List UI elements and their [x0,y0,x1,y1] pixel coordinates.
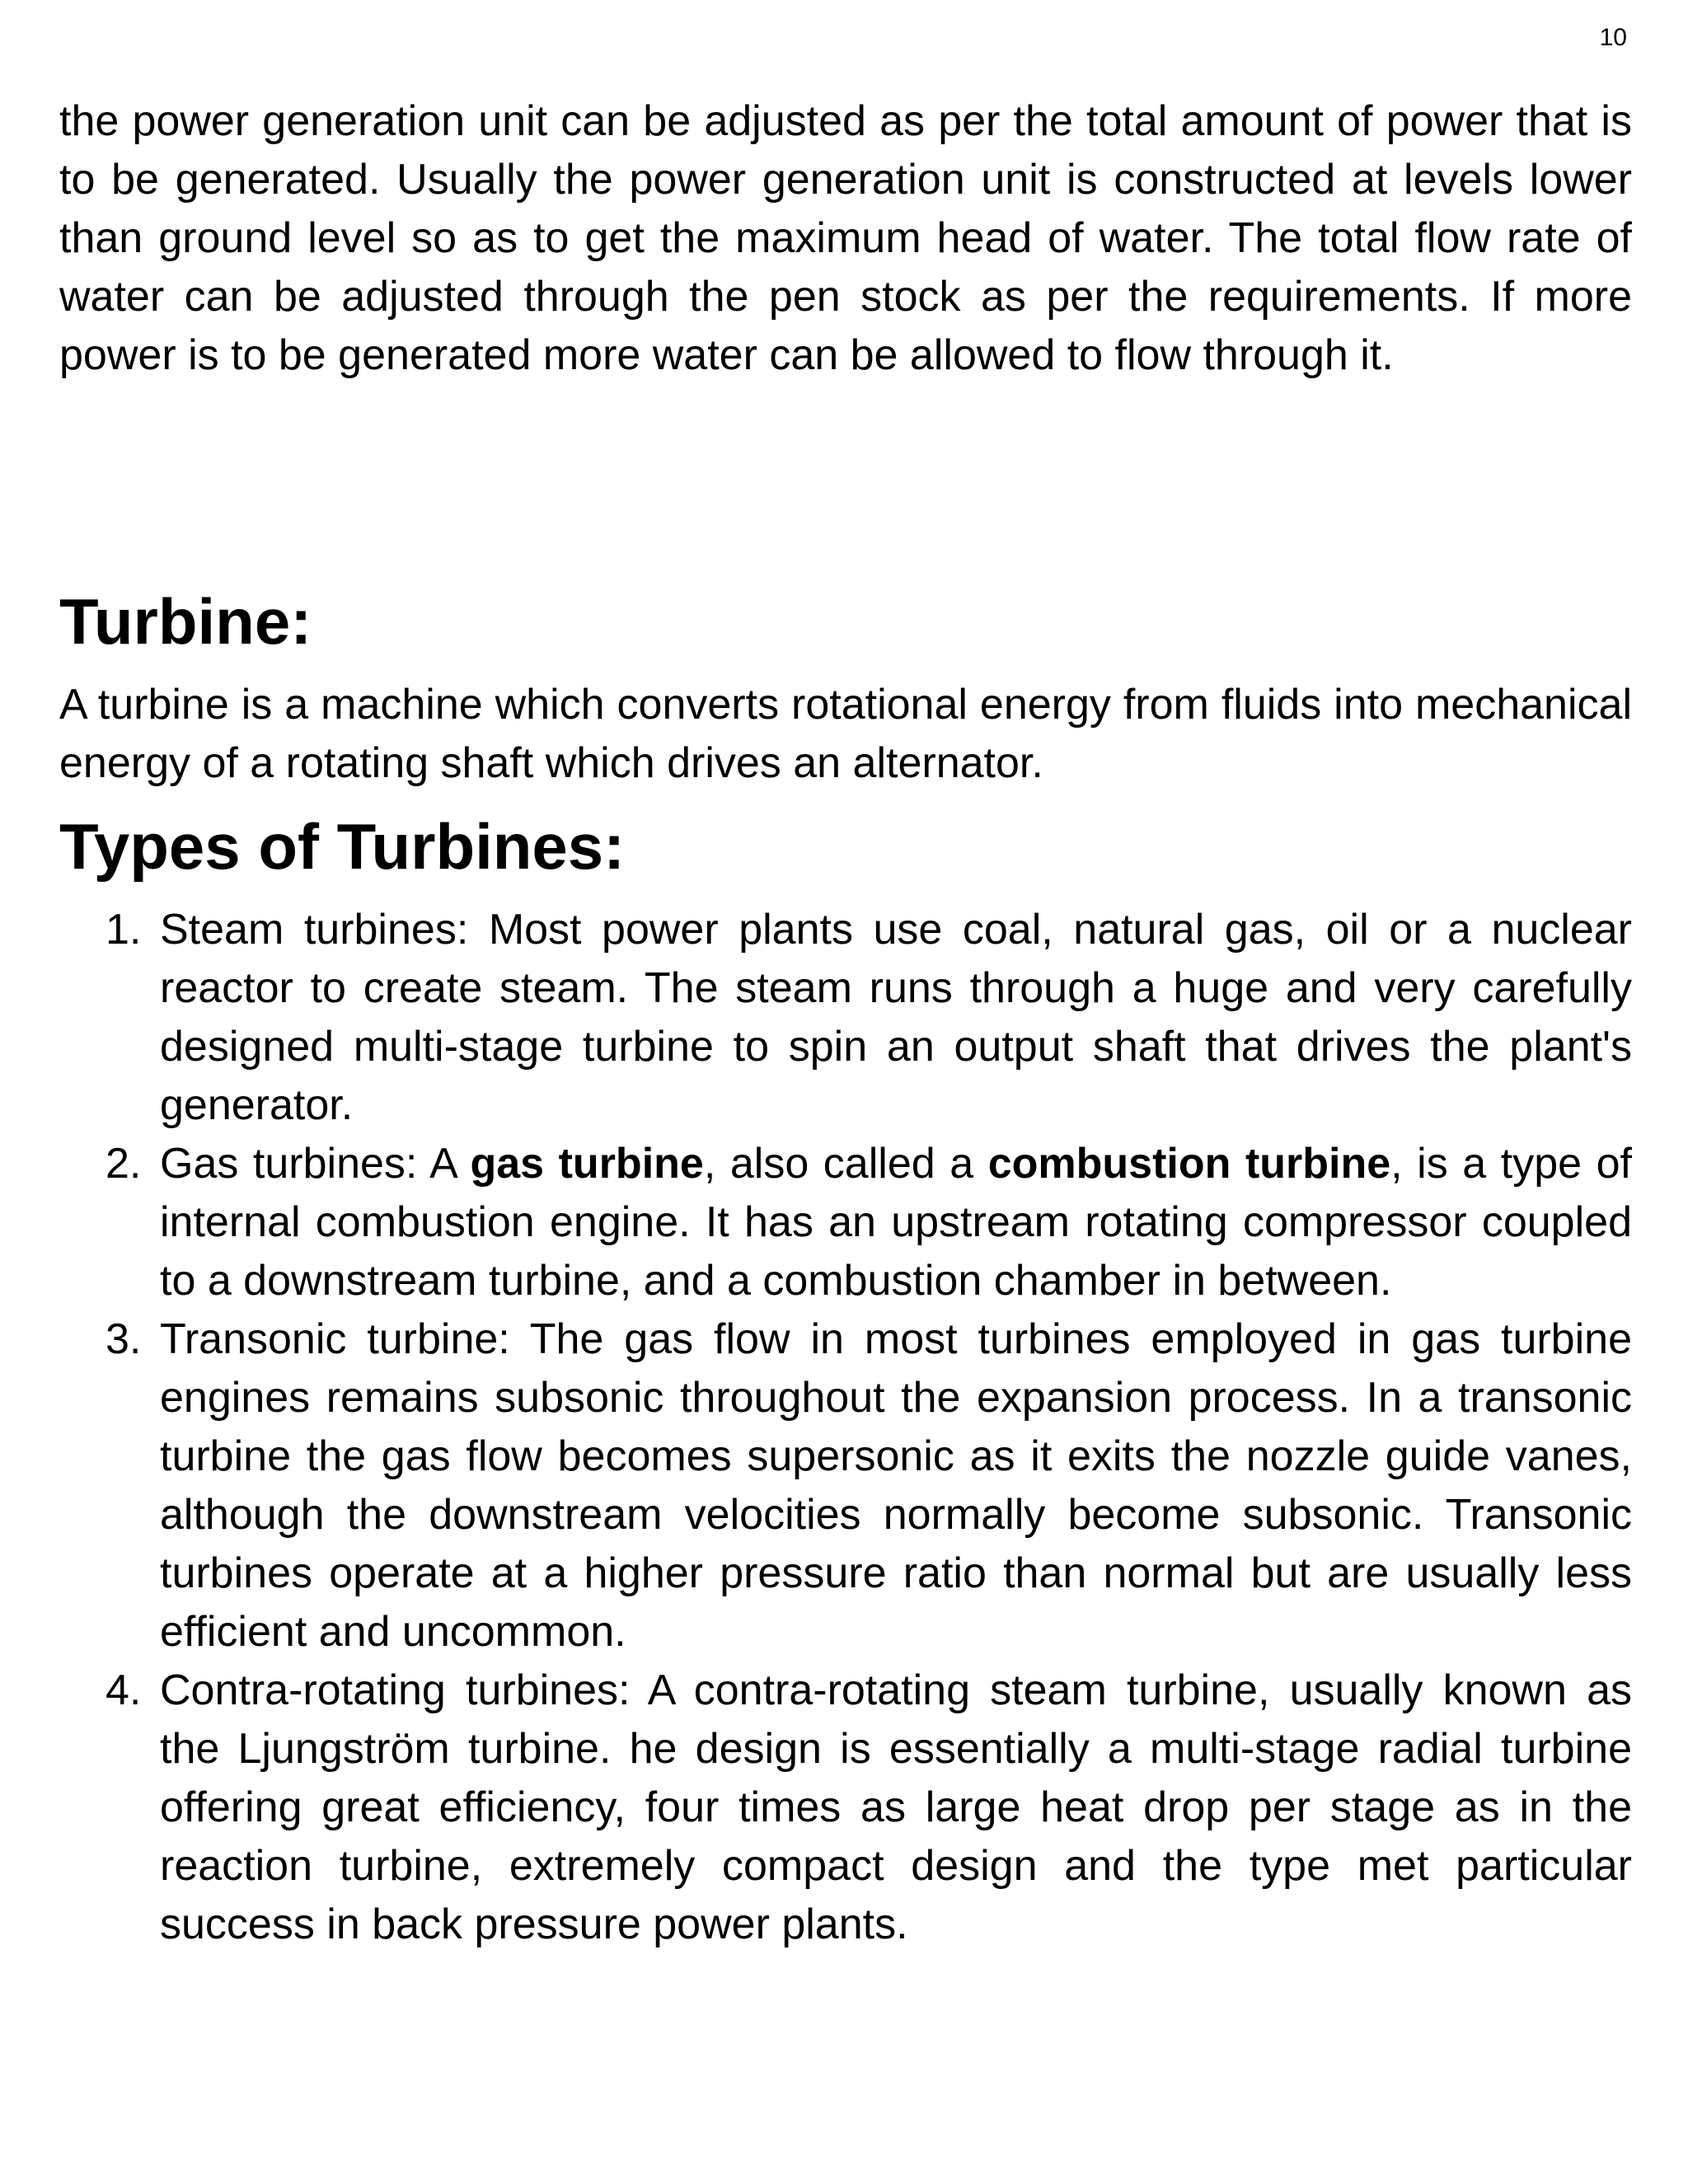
list-item-steam-turbines [59,901,1632,1135]
page-content [59,92,1632,1954]
turbine-heading: Turbine: [59,585,312,658]
list-item-text: Contra-rotating turbines: A contra-rotating steam turbine, usually known as the Ljungström turbine. he design is essentially a multi-stage radial turbine offering great efficiency, four times as large heat drop per stage as in the reaction turbine, extremely compact design and the type met particular success in back pressure power plants. [160,1666,1632,1948]
list-item-contra-rotating-turbines [59,1661,1632,1954]
page-number: 10 [1599,24,1627,51]
list-item-text: , is a type of internal combustion engine. It has an upstream rotating compressor coupled to a downstream turbine, and a combustion chamber in between. [160,1140,1632,1305]
list-number: 2. [106,1140,142,1188]
types-heading: Types of Turbines: [59,810,626,883]
intro-paragraph: the power generation unit can be adjusted as per the total amount of power that is to be generated. Usually the power generation unit is constructed at levels lower than ground level so as to get the maximum head of water. The total flow rate of water can be adjusted through the pen stock as per the requirements. If more power is to be generated more water can be allowed to flow through it. [59,97,1632,379]
list-item-text: Transonic turbine: The gas flow in most turbines employed in gas turbine engines remains subsonic throughout the expansion process. In a transonic turbine the gas flow becomes supersonic as it exits the nozzle guide vanes, although the downstream velocities normally become subsonic. Transonic turbines operate at a higher pressure ratio than normal but are usually less efficient and uncommon. [160,1315,1632,1656]
bold-term-gas-turbine: gas turbine [470,1140,704,1188]
list-item-gas-turbines [59,1135,1632,1310]
list-item-text: , also called a [703,1140,988,1188]
list-number: 3. [106,1315,142,1363]
bold-term-combustion-turbine: combustion turbine [987,1140,1391,1188]
turbine-definition: A turbine is a machine which converts rotational energy from fluids into mechanical energy of a rotating shaft which drives an alternator. [59,681,1632,787]
list-item-transonic-turbine [59,1310,1632,1661]
list-number: 1. [106,906,142,954]
list-item-text: Gas turbines: A [160,1140,471,1188]
list-item-text: Steam turbines: Most power plants use coal, natural gas, oil or a nuclear reactor to create steam. The steam runs through a huge and very carefully designed multi-stage turbine to spin an output shaft that drives the plant's generator. [160,906,1632,1129]
list-number: 4. [106,1666,142,1714]
turbine-types-list [59,901,1632,1954]
